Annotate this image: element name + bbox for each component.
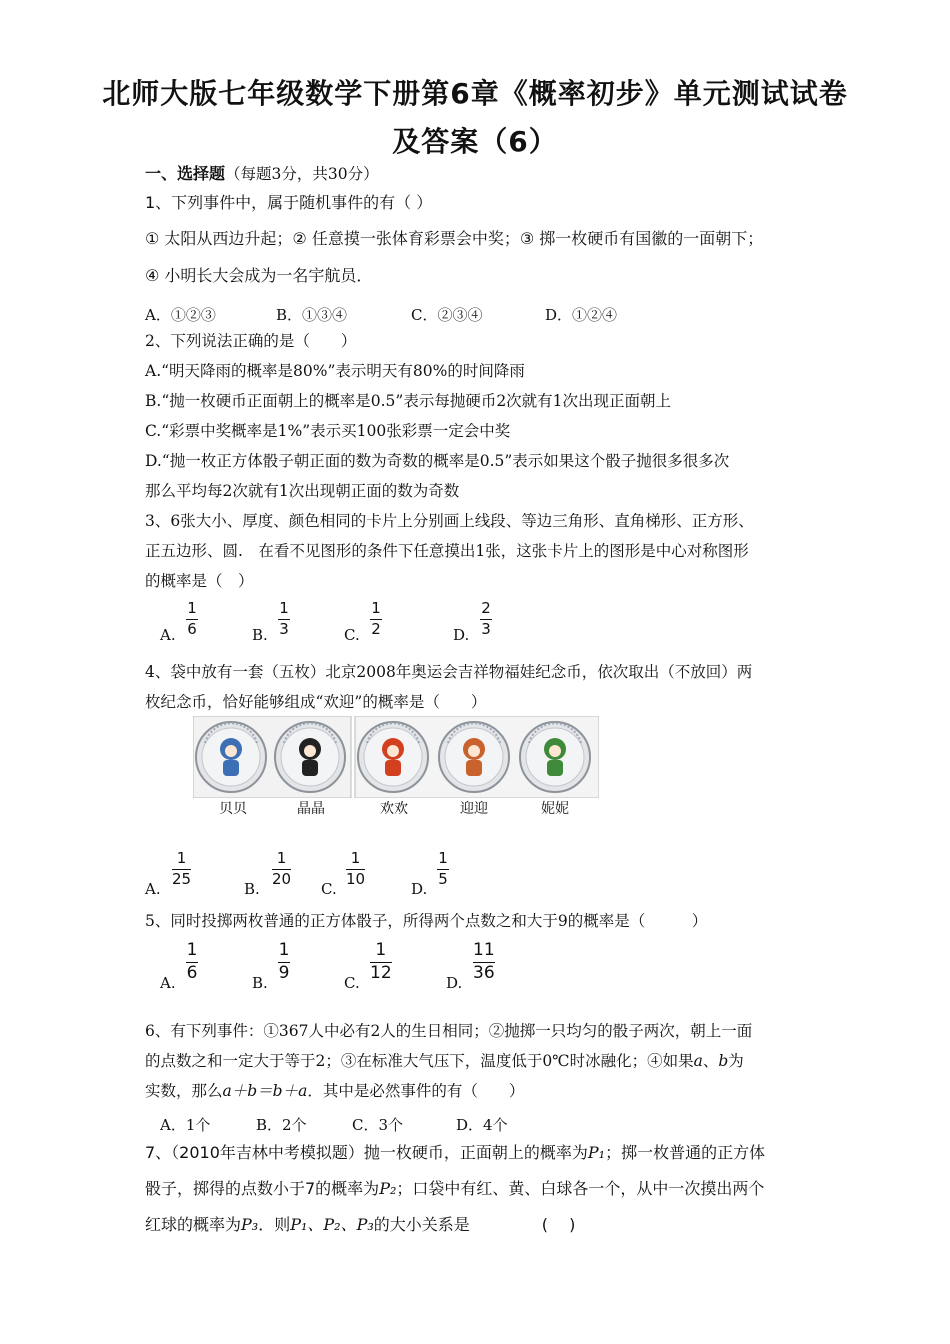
q7-vars-list: P₁、P₂、P₃ — [290, 1215, 374, 1234]
q5-stem: 5、同时投掷两枚普通的正方体骰子，所得两个点数之和大于9的概率是（ ） — [145, 912, 708, 930]
q1-stem: 1、下列事件中，属于随机事件的有（ ） — [145, 193, 433, 212]
q5-option-b-fraction — [278, 942, 290, 983]
fraction-denominator: 3 — [481, 619, 491, 638]
q3-option-b-fraction — [278, 601, 290, 638]
q3-option-a-letter: A. — [160, 626, 176, 644]
q4-option-c-fraction — [346, 851, 365, 888]
q7-line1-pre: 7、（2010年吉林中考模拟题）抛一枚硬币，正面朝上的概率为 — [145, 1143, 588, 1162]
page-title-line1: 北师大版七年级数学下册第6章《概率初步》单元测试试卷 — [102, 77, 848, 110]
q7-line2-pre: 骰子，掷得的点数小于7的概率为 — [145, 1179, 380, 1198]
coin-label-huanhuan: 欢欢 — [380, 801, 408, 817]
q3-line1: 3、6张大小、厚度、颜色相同的卡片上分别画上线段、等边三角形、直角梯形、正方形、 — [145, 512, 754, 530]
q3-option-d-fraction — [480, 601, 492, 638]
q7-var-p1: P₁ — [587, 1143, 606, 1162]
q4-option-c-letter: C. — [321, 880, 337, 898]
coin-label-beibei: 贝贝 — [219, 801, 247, 817]
q6-line3 — [145, 1084, 524, 1100]
q7-line2-post: ；口袋中有红、黄、白球各一个，从中一次摸出两个 — [396, 1179, 765, 1198]
fraction-denominator: 2 — [371, 619, 381, 638]
fraction-denominator: 9 — [278, 962, 290, 983]
q1-option-c: C．②③④ — [411, 306, 483, 324]
q6-line2-text: 的点数之和一定大于等于2；③在标准大气压下，温度低于0℃时冰融化；④如果 — [145, 1052, 694, 1070]
fraction-denominator: 36 — [473, 962, 495, 983]
q6-sep: 、 — [702, 1052, 719, 1070]
fraction-denominator: 12 — [370, 962, 392, 983]
fraction-numerator: 1 — [278, 940, 290, 960]
section-heading — [145, 166, 379, 183]
q2-option-d-line1: D.“抛一枚正方体骰子朝正面的数为奇数的概率是0.5”表示如果这个骰子抛很多很多次 — [145, 452, 730, 470]
coin-jingjing — [275, 722, 345, 792]
coin-nini — [520, 722, 590, 792]
fraction-denominator: 6 — [186, 962, 198, 983]
q1-option-a: A．①②③ — [145, 306, 216, 324]
q5-option-c-letter: C. — [344, 974, 360, 992]
q5-option-a-letter: A. — [160, 974, 176, 992]
q3-option-d-letter: D. — [453, 626, 470, 644]
q6-line1: 6、有下列事件：①367人中必有2人的生日相同；②抛掷一只均匀的骰子两次，朝上一面 — [145, 1022, 753, 1040]
fraction-numerator: 1 — [371, 599, 381, 617]
fraction-numerator: 1 — [350, 849, 361, 867]
fraction-denominator: 3 — [279, 619, 289, 638]
fraction-numerator: 1 — [279, 599, 289, 617]
coin-huanhuan — [358, 722, 428, 792]
q6-option-d: D．4个 — [456, 1116, 508, 1134]
q6-option-c: C．3个 — [352, 1116, 404, 1134]
q2-option-b: B.“抛一枚硬币正面朝上的概率是0.5”表示每抛硬币2次就有1次出现正面朝上 — [145, 392, 672, 410]
q5-option-d-fraction — [473, 942, 495, 983]
q6-var-b: b — [718, 1052, 729, 1070]
q4-option-b-fraction — [272, 851, 291, 888]
fuwa-coins-image — [193, 716, 599, 798]
q3-option-a-fraction — [186, 601, 198, 638]
fraction-numerator: 1 — [186, 940, 198, 960]
page-title-line2: 及答案（6） — [392, 125, 558, 158]
q6-line3-post: ．其中是必然事件的有（ ） — [307, 1082, 525, 1100]
q7-line1-post: ；掷一枚普通的正方体 — [605, 1143, 766, 1162]
q7-line2 — [145, 1181, 764, 1197]
q7-line3-post: 的大小关系是 — [373, 1215, 470, 1234]
fraction-numerator: 1 — [375, 940, 387, 960]
q2-option-d-line2: 那么平均每2次就有1次出现朝正面的数为奇数 — [145, 482, 460, 500]
coin-yingying — [439, 722, 509, 792]
q4-line2: 枚纪念币，恰好能够组成“欢迎”的概率是（ ） — [145, 693, 487, 711]
fraction-numerator: 1 — [276, 849, 287, 867]
q6-line2-end: 为 — [728, 1052, 744, 1070]
q5-option-b-letter: B. — [252, 974, 268, 992]
q6-option-a: A．1个 — [160, 1116, 211, 1134]
q6-line2 — [145, 1054, 744, 1070]
q3-line2: 正五边形、圆. 在看不见图形的条件下任意摸出1张，这张卡片上的图形是中心对称图形 — [145, 542, 749, 560]
q7-var-p2: P₂ — [379, 1179, 397, 1198]
q1-items-line2: ④ 小明长大会成为一名宇航员． — [145, 266, 373, 285]
fraction-numerator: 1 — [187, 599, 197, 617]
section-heading-note: （每题3分，共30分） — [225, 165, 379, 183]
q6-expression: a＋b＝b＋a — [222, 1082, 308, 1100]
q4-option-d-letter: D. — [411, 880, 428, 898]
q2-option-a: A.“明天降雨的概率是80%”表示明天有80%的时间降雨 — [145, 362, 525, 380]
q3-option-b-letter: B. — [252, 626, 268, 644]
q1-option-b: B．①③④ — [276, 306, 348, 324]
q7-line3-mid: ．则 — [258, 1215, 291, 1234]
q2-stem: 2、下列说法正确的是（ ） — [145, 332, 357, 350]
q6-line3-pre: 实数，那么 — [145, 1082, 223, 1100]
q2-option-c: C.“彩票中奖概率是1%”表示买100张彩票一定会中奖 — [145, 422, 511, 440]
q7-answer-paren: ( ) — [541, 1215, 576, 1234]
q5-option-a-fraction — [186, 942, 198, 983]
fraction-denominator: 20 — [272, 869, 292, 888]
q6-option-b: B．2个 — [256, 1116, 307, 1134]
coin-label-yingying: 迎迎 — [460, 801, 488, 817]
q7-line3-pre: 红球的概率为 — [145, 1215, 242, 1234]
q1-option-d: D．①②④ — [545, 306, 618, 324]
coin-label-nini: 妮妮 — [541, 801, 569, 817]
coin-beibei — [196, 722, 266, 792]
q7-line3 — [145, 1217, 575, 1233]
q5-option-d-letter: D. — [446, 974, 463, 992]
q3-option-c-fraction — [370, 601, 382, 638]
q5-option-c-fraction — [370, 942, 392, 983]
q6-var-a: a — [693, 1052, 703, 1070]
fraction-numerator: 1 — [176, 849, 187, 867]
fraction-denominator: 6 — [187, 619, 197, 638]
q4-option-a-letter: A. — [145, 880, 161, 898]
fraction-denominator: 25 — [172, 869, 192, 888]
coin-group — [196, 722, 590, 792]
q4-option-d-fraction — [437, 851, 449, 888]
coin-label-jingjing: 晶晶 — [297, 801, 325, 817]
q1-items-line1: ① 太阳从西边升起；② 任意摸一张体育彩票会中奖；③ 掷一枚硬币有国徽的一面朝下； — [145, 229, 764, 248]
q3-line3: 的概率是（ ） — [145, 572, 254, 590]
fraction-numerator: 11 — [473, 940, 495, 960]
fraction-numerator: 1 — [438, 849, 448, 867]
q3-option-c-letter: C. — [344, 626, 360, 644]
q7-var-p3: P₃ — [241, 1215, 259, 1234]
q4-line1: 4、袋中放有一套（五枚）北京2008年奥运会吉祥物福娃纪念币，依次取出（不放回）两 — [145, 663, 753, 681]
fraction-denominator: 5 — [438, 869, 448, 888]
q4-option-a-fraction — [172, 851, 191, 888]
fraction-numerator: 2 — [481, 599, 491, 617]
q4-option-b-letter: B. — [244, 880, 260, 898]
q7-line1 — [145, 1145, 765, 1161]
section-heading-label: 一、选择题 — [145, 164, 226, 183]
fraction-denominator: 10 — [346, 869, 366, 888]
